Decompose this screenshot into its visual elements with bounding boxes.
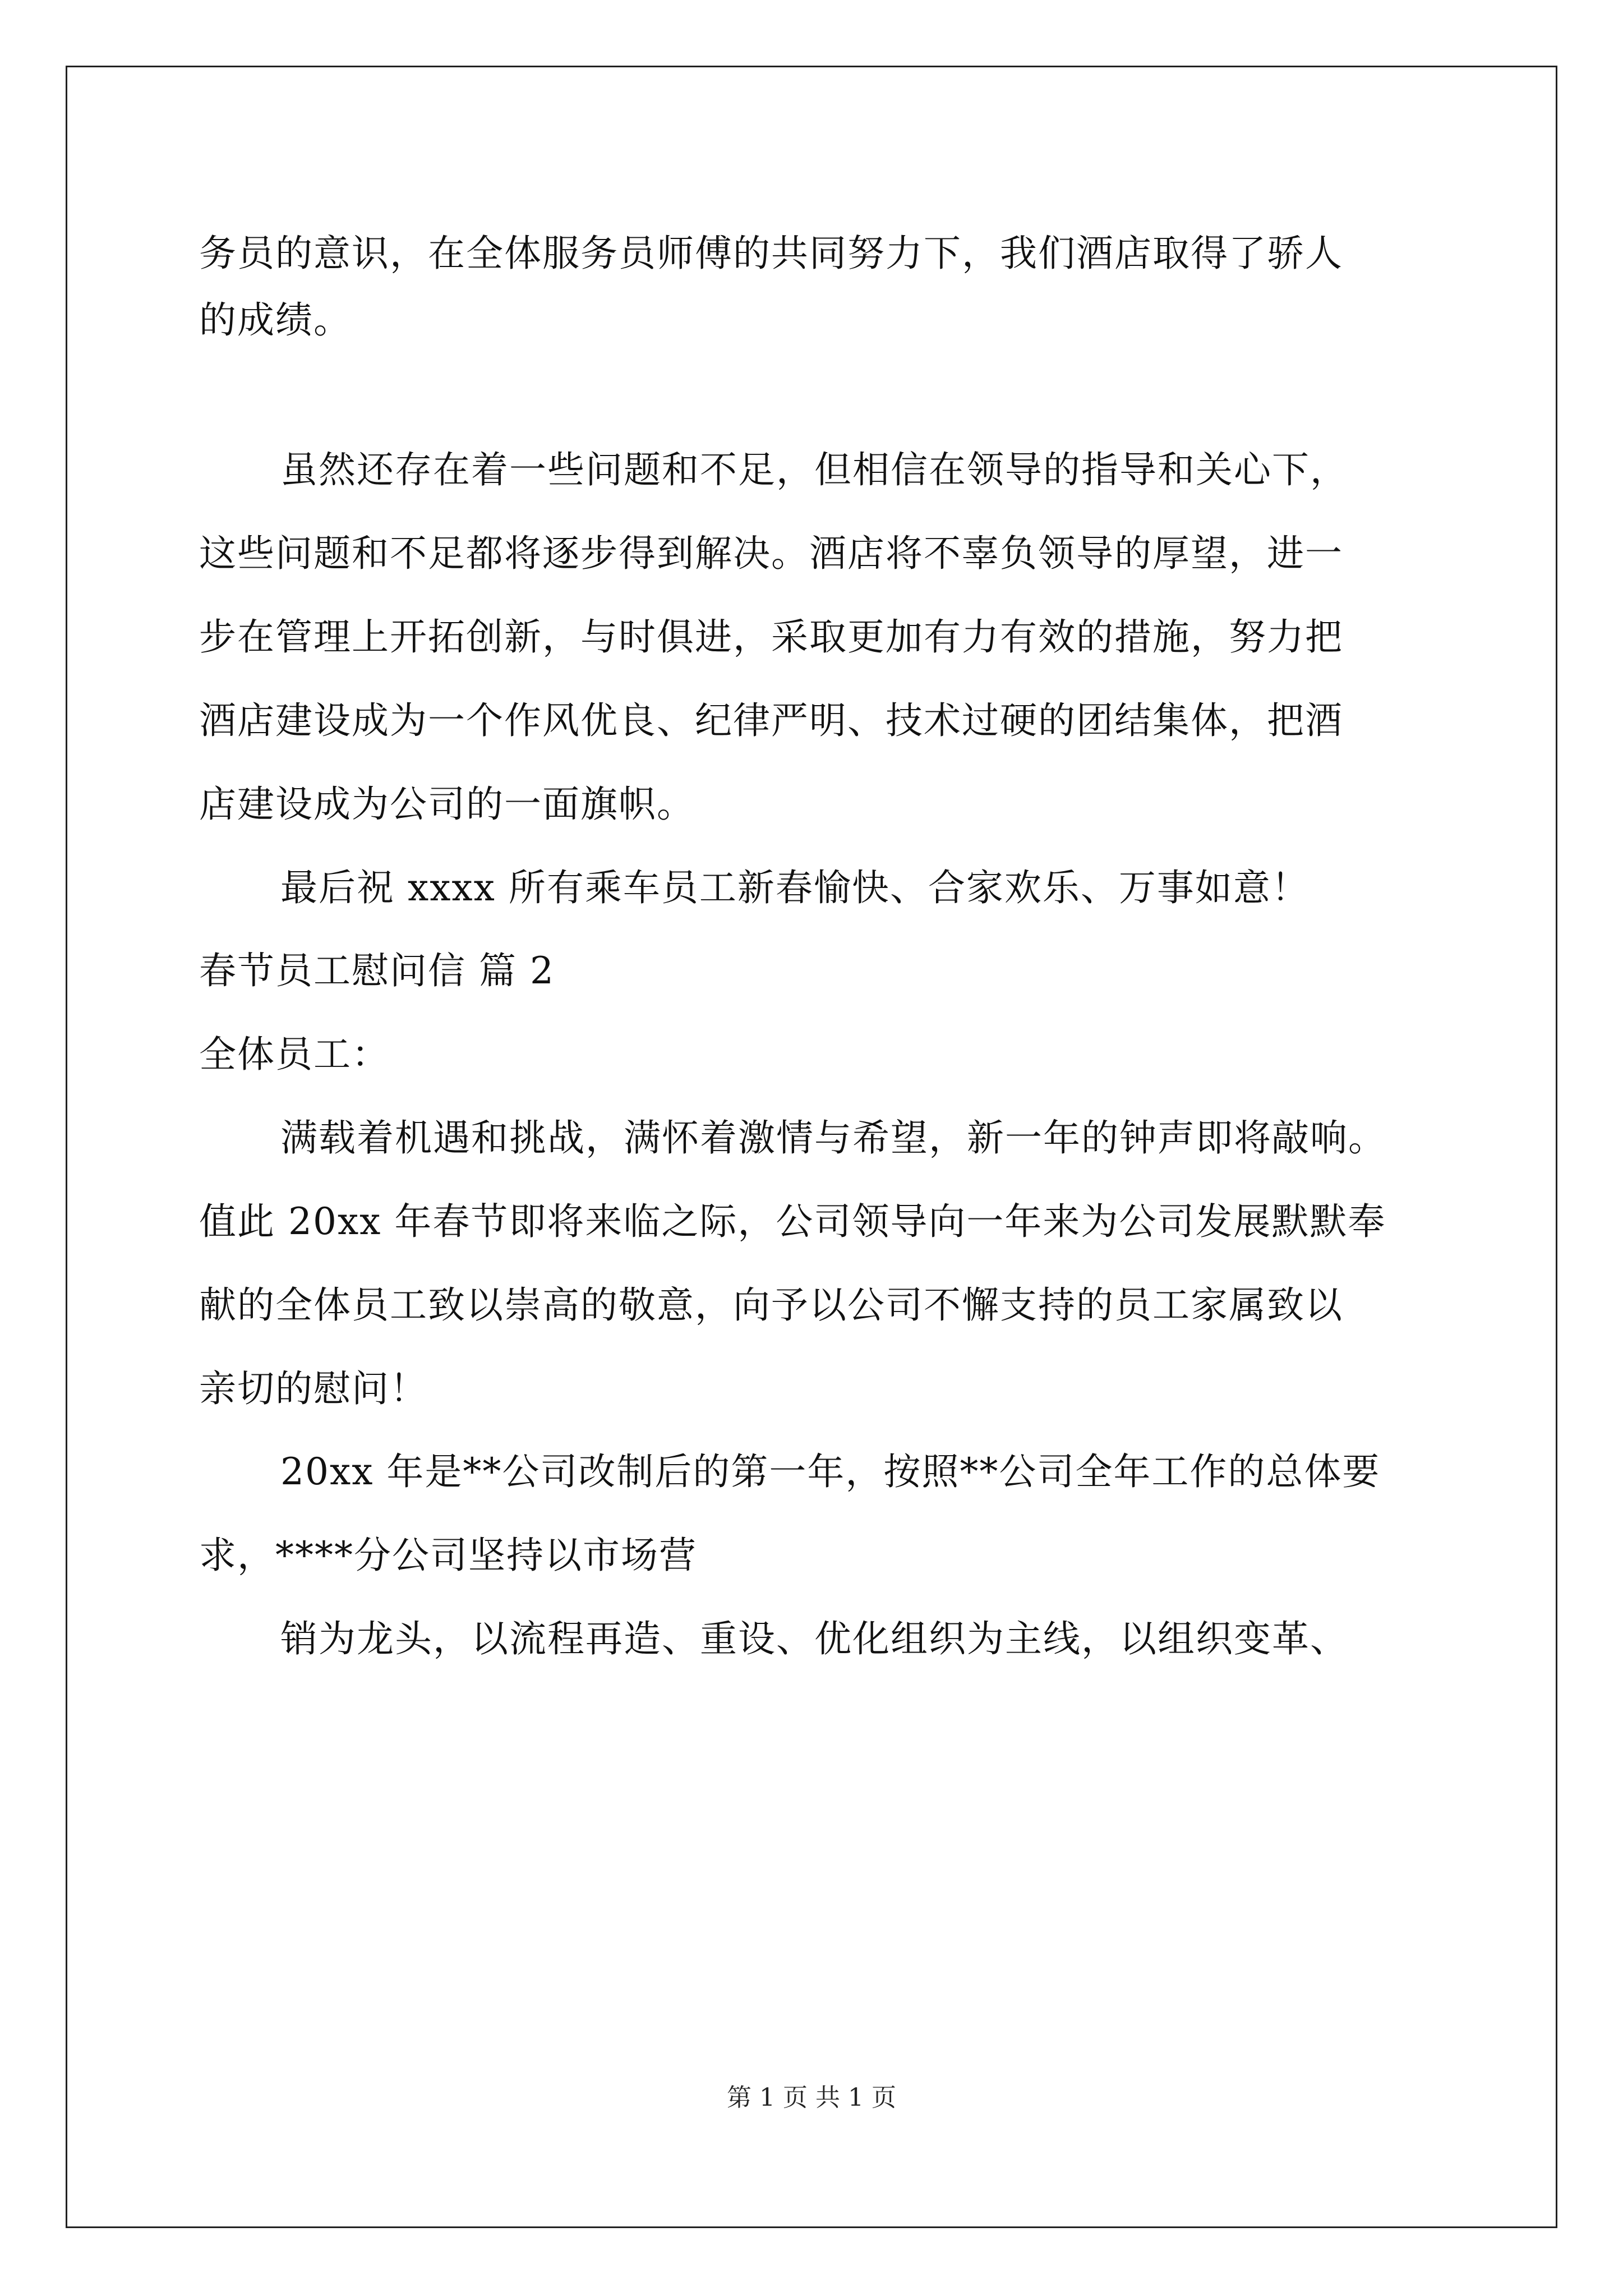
closing-wish-line: 最后祝 xxxx 所有乘车员工新春愉快、合家欢乐、万事如意！ [280, 866, 1310, 909]
page-footer: 第 1 页 共 1 页 [727, 2083, 896, 2112]
body-line: 务员的意识，在全体服务员师傅的共同努力下，我们酒店取得了骄人 [199, 232, 1343, 275]
paragraph-start-line: 20xx 年是**公司改制后的第一年，按照**公司全年工作的总体要 [280, 1450, 1381, 1493]
paragraph-start-line: 销为龙头，以流程再造、重设、优化组织为主线，以组织变革、 [280, 1617, 1348, 1660]
paragraph-start-line: 虽然还存在着一些问题和不足，但相信在领导的指导和关心下， [280, 448, 1348, 491]
body-line: 步在管理上开拓创新，与时俱进，采取更加有力有效的措施，努力把 [199, 615, 1343, 659]
body-line: 的成绩。 [199, 298, 352, 342]
body-line: 值此 20xx 年春节即将来临之际，公司领导向一年来为公司发展默默奉 [199, 1200, 1386, 1243]
body-line: 求，****分公司坚持以市场营 [199, 1534, 697, 1577]
section-heading: 春节员工慰问信 篇 2 [199, 949, 555, 992]
body-line: 这些问题和不足都将逐步得到解决。酒店将不辜负领导的厚望，进一 [199, 532, 1343, 575]
paragraph-start-line: 满载着机遇和挑战，满怀着激情与希望，新一年的钟声即将敲响。 [280, 1116, 1386, 1159]
salutation: 全体员工： [199, 1033, 390, 1076]
body-line: 店建设成为公司的一面旗帜。 [199, 783, 695, 826]
body-line: 亲切的慰问！ [199, 1367, 428, 1410]
body-line: 酒店建设成为一个作风优良、纪律严明、技术过硬的团结集体，把酒 [199, 699, 1343, 742]
body-line: 献的全体员工致以崇高的敬意，向予以公司不懈支持的员工家属致以 [199, 1283, 1343, 1327]
